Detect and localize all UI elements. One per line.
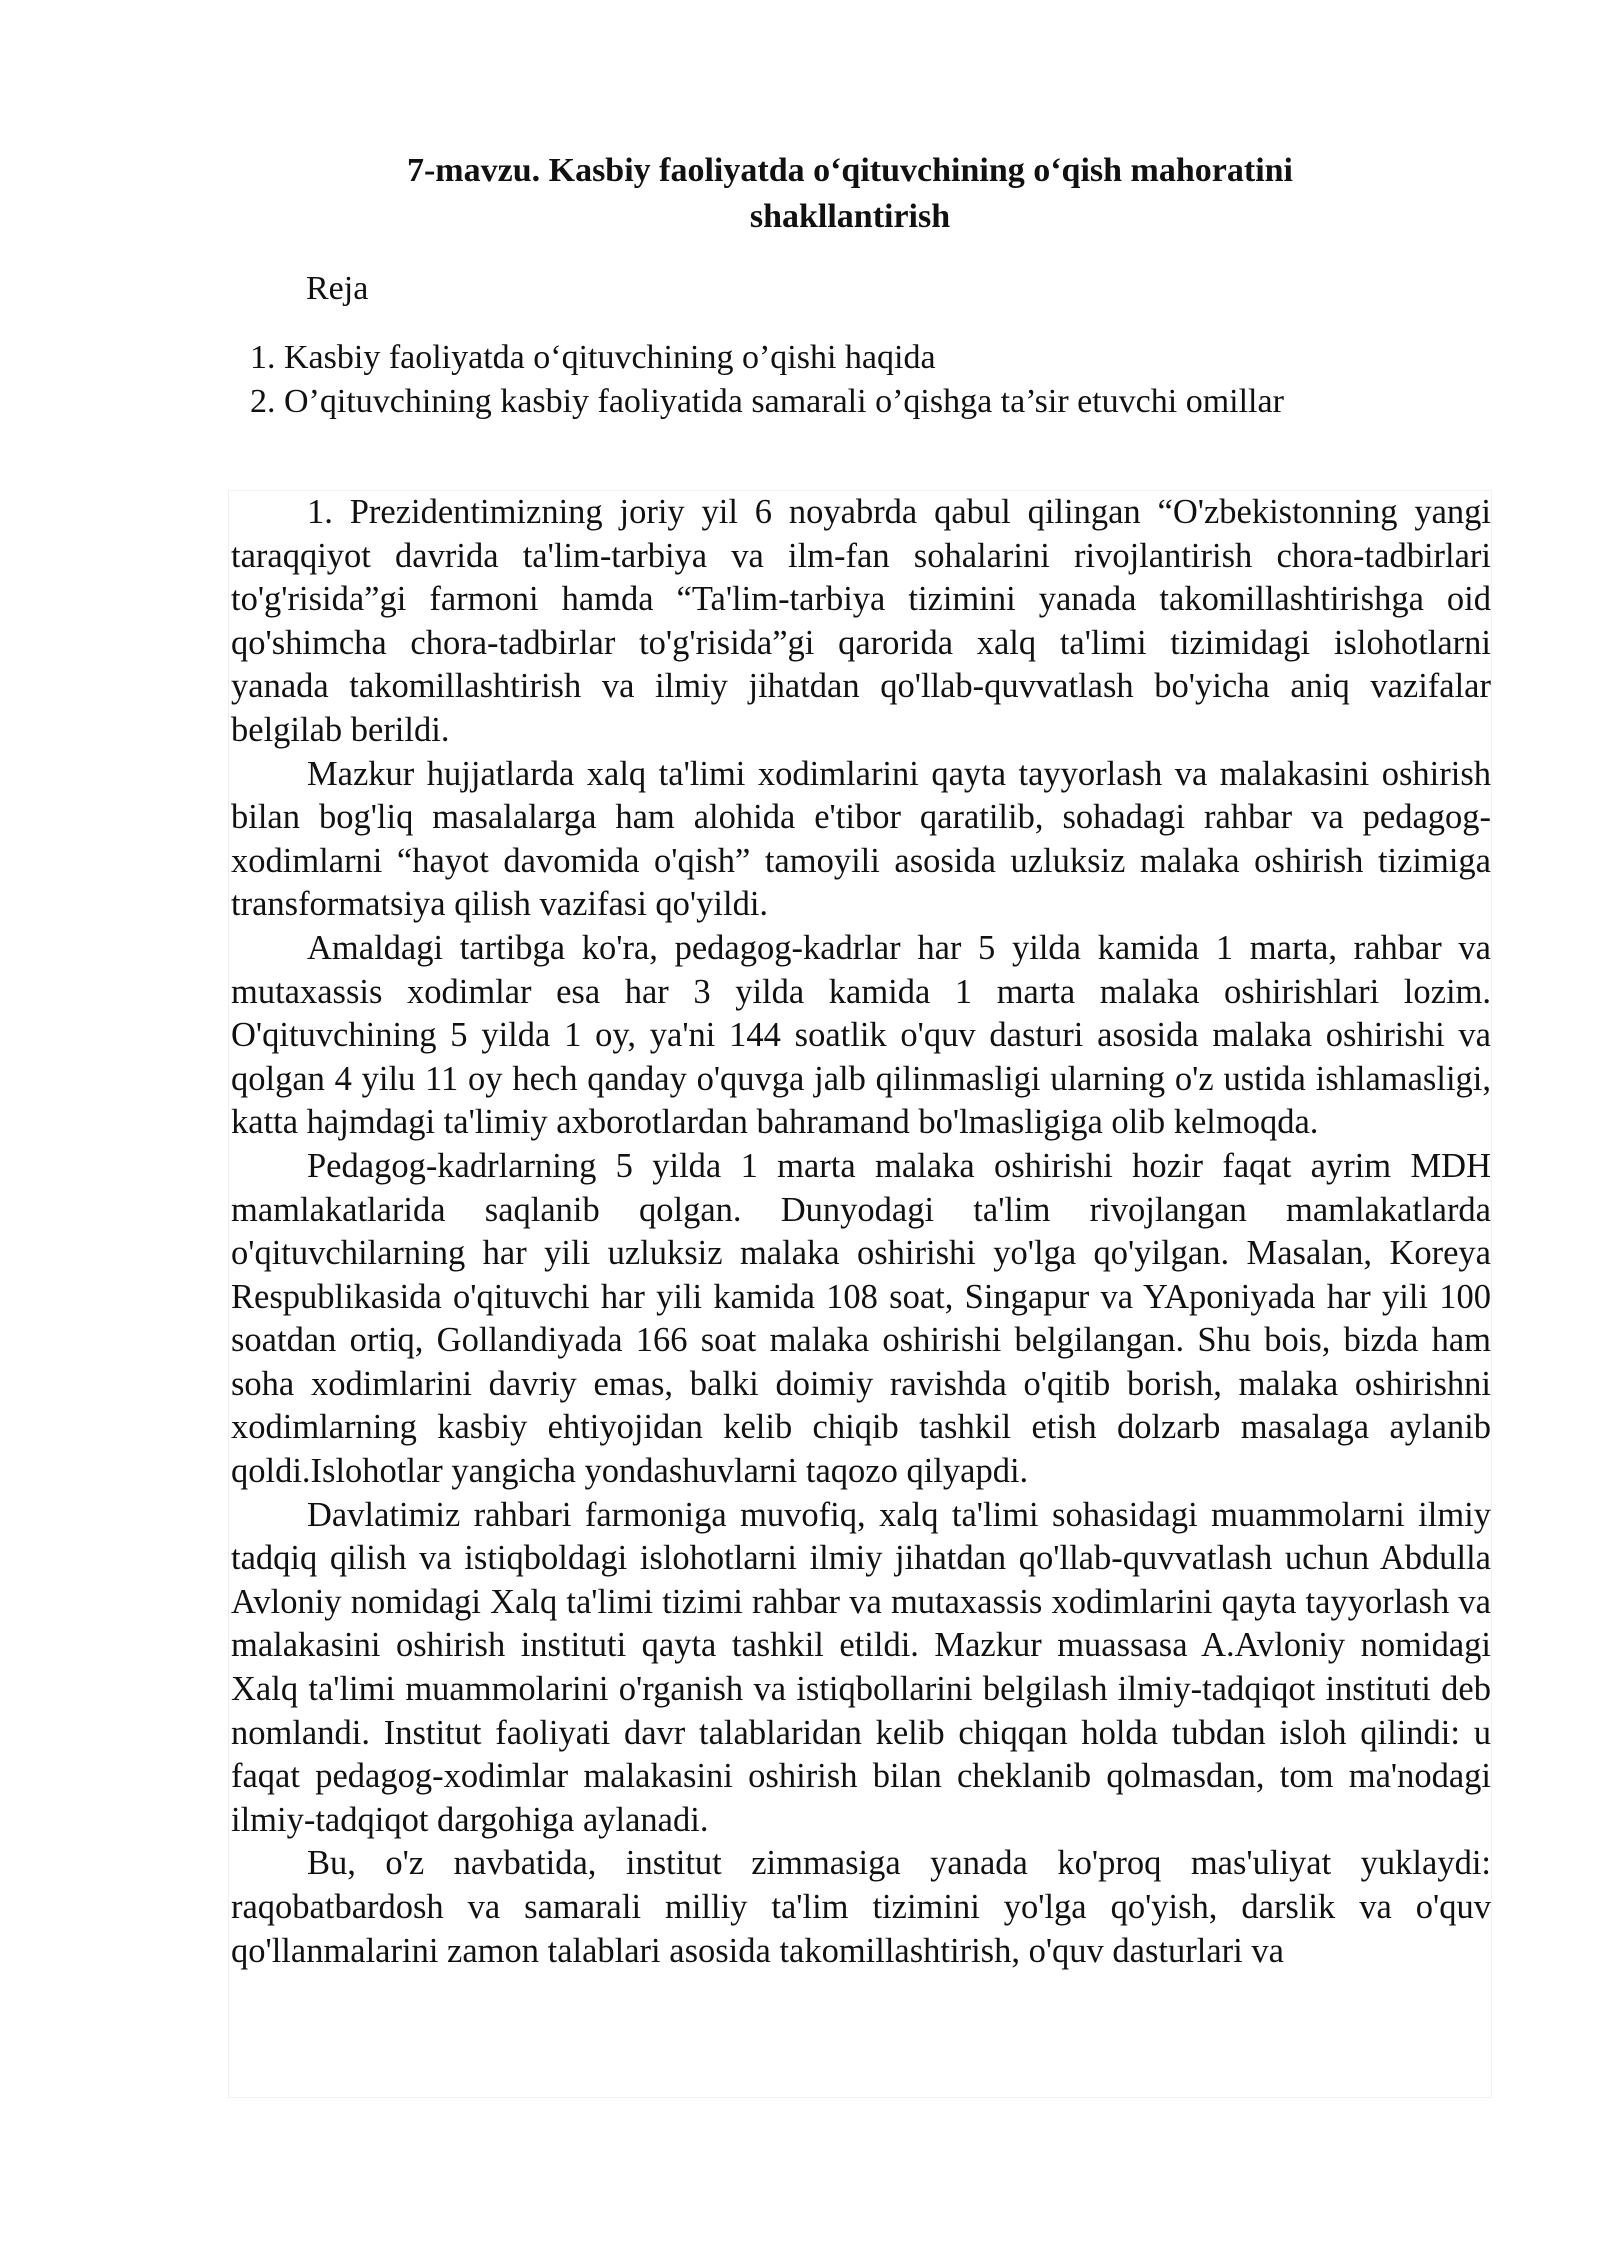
paragraph: Pedagog-kadrlarning 5 yilda 1 marta malaka oshirishi hozir faqat ayrim MDH mamlakatlarida saqlanib qolgan. Dunyodagi ta'lim rivojlangan mamlakatlarda o'qituvchilarning har yili uzluksiz malaka oshirishi yo'lga qo'yilgan. Masalan, Koreya Respublikasida o'qituvchi har yili kamida 108 soat, Singapur va YAponiyada har yili 100 soatdan ortiq, Gollandiyada 166 soat malaka oshirishi belgilangan. Shu bois, bizda ham soha xodimlarini davriy emas, balki doimiy ravishda o'qitib borish, malaka oshirishni xodimlarning kasbiy ehtiyojidan kelib chiqib tashkil etish dolzarb masalaga aylanib qoldi.Islohotlar yangicha yondashuvlarni taqozo qilyapdi. bbox=[231, 1146, 1491, 1491]
plan-item: 2. O’qituvchining kasbiy faoliyatida samarali o’qishga ta’sir etuvchi omillar bbox=[250, 383, 1284, 420]
body-text-block bbox=[228, 490, 1492, 2098]
plan-list bbox=[250, 336, 1284, 424]
paragraph: Mazkur hujjatlarda xalq ta'limi xodimlarini qayta tayyorlash va malakasini oshirish bilan bog'liq masalalarga ham alohida e'tibor qaratilib, sohadagi rahbar va pedagog-xodimlarni “hayot davomida o'qish” tamoyili asosida uzluksiz malaka oshirish tizimiga transformatsiya qilish vazifasi qo'yildi. bbox=[231, 754, 1491, 924]
plan-label: Reja bbox=[306, 270, 369, 307]
plan-item: 1. Kasbiy faoliyatda o‘qituvchining o’qishi haqida bbox=[250, 339, 936, 376]
paragraph: Davlatimiz rahbari farmoniga muvofiq, xalq ta'limi sohasidagi muammolarni ilmiy tadqiq qilish va istiqboldagi islohotlarni ilmiy jihatdan qo'llab-quvvatlash uchun Abdulla Avloniy nomidagi Xalq ta'limi tizimi rahbar va mutaxassis xodimlarini qayta tayyorlash va malakasini oshirish instituti qayta tashkil etildi. Mazkur muassasa A.Avloniy nomidagi Xalq ta'limi muammolarini o'rganish va istiqbollarini belgilash ilmiy-tadqiqot instituti deb nomlandi. Institut faoliyati davr talablaridan kelib chiqqan holda tubdan isloh qilindi: u faqat pedagog-xodimlar malakasini oshirish bilan cheklanib qolmasdan, tom ma'nodagi ilmiy-tadqiqot dargohiga aylanadi. bbox=[231, 1495, 1491, 1839]
title-line-1: 7-mavzu. Kasbiy faoliyatda o‘qituvchining o‘qish mahoratini bbox=[406, 152, 1293, 189]
paragraph: Bu, o'z navbatida, institut zimmasiga yanada ko'proq mas'uliyat yuklaydi: raqobatbardosh va samarali milliy ta'lim tizimini yo'lga qo'yish, darslik va o'quv qo'llanmalarini zamon talablari asosida takomillashtirish, o'quv dasturlari va bbox=[231, 1844, 1491, 1970]
document-title bbox=[260, 148, 1440, 240]
paragraph: 1. Prezidentimizning joriy yil 6 noyabrda qabul qilingan “O'zbekistonning yangi taraqqiyot davrida ta'lim-tarbiya va ilm-fan sohalarini rivojlantirish chora-tadbirlari to'g'risida”gi farmoni hamda “Ta'lim-tarbiya tizimini yanada takomillashtirishga oid qo'shimcha chora-tadbirlar to'g'risida”gi qarorida xalq ta'limi tizimidagi islohotlarni yanada takomillashtirish va ilmiy jihatdan qo'llab-quvvatlash bo'yicha aniq vazifalar belgilab berildi. bbox=[231, 493, 1491, 749]
paragraph: Amaldagi tartibga ko'ra, pedagog-kadrlar har 5 yilda kamida 1 marta, rahbar va mutaxassis xodimlar esa har 3 yilda kamida 1 marta malaka oshirishlari lozim. O'qituvchining 5 yilda 1 oy, ya'ni 144 soatlik o'quv dasturi asosida malaka oshirishi va qolgan 4 yilu 11 oy hech qanday o'quvga jalb qilinmasligi ularning o'z ustida ishlamasligi, katta hajmdagi ta'limiy axborotlardan bahramand bo'lmasligiga olib kelmoqda. bbox=[231, 928, 1491, 1142]
title-line-2: shakllantirish bbox=[749, 198, 951, 235]
